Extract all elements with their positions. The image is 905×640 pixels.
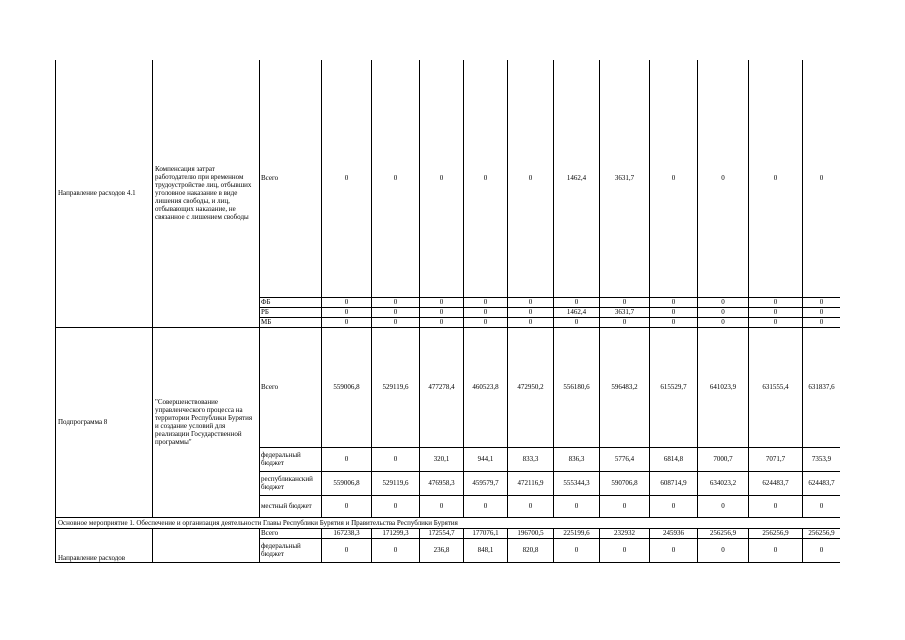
value-cell: 0 xyxy=(420,60,464,297)
budget-table xyxy=(55,60,840,563)
value-cell: 3631,7 xyxy=(600,307,650,317)
value-cell: 0 xyxy=(698,317,749,327)
value-cell: 836,3 xyxy=(554,447,600,471)
value-cell: 833,3 xyxy=(508,447,554,471)
value-cell: 3631,7 xyxy=(600,60,650,297)
value-cell: 0 xyxy=(749,297,803,307)
funding-source: республиканский бюджет xyxy=(260,471,322,495)
value-cell: 0 xyxy=(508,495,554,517)
value-cell: 0 xyxy=(322,60,372,297)
value-cell: 0 xyxy=(698,307,749,317)
value-cell: 624483,7 xyxy=(803,471,841,495)
value-cell: 0 xyxy=(650,60,698,297)
value-cell: 0 xyxy=(372,447,420,471)
row-group-description: "Совершенствование управленческого процесса на территории Республики Бурятия и создание условий для реализации Государственной программы" xyxy=(153,327,260,517)
value-cell: 0 xyxy=(554,538,600,562)
value-cell: 0 xyxy=(420,297,464,307)
value-cell: 1462,4 xyxy=(554,307,600,317)
value-cell: 0 xyxy=(600,495,650,517)
value-cell: 320,1 xyxy=(420,447,464,471)
value-cell: 6814,8 xyxy=(650,447,698,471)
value-cell: 0 xyxy=(600,297,650,307)
value-cell: 0 xyxy=(464,307,508,317)
value-cell: 7071,7 xyxy=(749,447,803,471)
funding-source: РБ xyxy=(260,307,322,317)
value-cell: 0 xyxy=(749,307,803,317)
table-row xyxy=(56,60,841,297)
value-cell: 0 xyxy=(554,297,600,307)
value-cell: 590706,8 xyxy=(600,471,650,495)
value-cell: 0 xyxy=(698,60,749,297)
value-cell: 634023,2 xyxy=(698,471,749,495)
value-cell: 0 xyxy=(554,317,600,327)
value-cell: 0 xyxy=(749,538,803,562)
value-cell: 556180,6 xyxy=(554,327,600,447)
value-cell: 0 xyxy=(749,60,803,297)
value-cell: 0 xyxy=(650,317,698,327)
value-cell: 559006,8 xyxy=(322,471,372,495)
value-cell: 236,8 xyxy=(420,538,464,562)
value-cell: 459579,7 xyxy=(464,471,508,495)
value-cell: 0 xyxy=(372,495,420,517)
value-cell: 555344,3 xyxy=(554,471,600,495)
table-row xyxy=(56,327,841,447)
value-cell: 608714,9 xyxy=(650,471,698,495)
value-cell: 0 xyxy=(508,317,554,327)
value-cell: 631837,6 xyxy=(803,327,841,447)
value-cell: 0 xyxy=(749,495,803,517)
funding-source: местный бюджет xyxy=(260,495,322,517)
value-cell: 0 xyxy=(322,307,372,317)
value-cell: 0 xyxy=(372,317,420,327)
value-cell: 0 xyxy=(464,60,508,297)
value-cell: 0 xyxy=(420,495,464,517)
value-cell: 0 xyxy=(803,307,841,317)
value-cell: 0 xyxy=(650,307,698,317)
value-cell: 477278,4 xyxy=(420,327,464,447)
value-cell: 0 xyxy=(420,317,464,327)
value-cell: 0 xyxy=(322,538,372,562)
value-cell: 196700,5 xyxy=(508,528,554,538)
funding-source: Всего xyxy=(260,60,322,297)
funding-source: Всего xyxy=(260,528,322,538)
funding-source: федеральный бюджет xyxy=(260,538,322,562)
value-cell: 0 xyxy=(508,307,554,317)
row-group-description xyxy=(153,528,260,562)
budget-table-sheet xyxy=(55,60,840,568)
value-cell: 245936 xyxy=(650,528,698,538)
value-cell: 0 xyxy=(650,495,698,517)
value-cell: 0 xyxy=(600,317,650,327)
value-cell: 0 xyxy=(508,297,554,307)
value-cell: 7000,7 xyxy=(698,447,749,471)
value-cell: 0 xyxy=(698,495,749,517)
value-cell: 5776,4 xyxy=(600,447,650,471)
value-cell: 0 xyxy=(803,317,841,327)
value-cell: 0 xyxy=(600,538,650,562)
value-cell: 167238,3 xyxy=(322,528,372,538)
value-cell: 0 xyxy=(464,317,508,327)
value-cell: 476958,3 xyxy=(420,471,464,495)
value-cell: 0 xyxy=(372,297,420,307)
value-cell: 472116,9 xyxy=(508,471,554,495)
value-cell: 0 xyxy=(803,495,841,517)
value-cell: 472950,2 xyxy=(508,327,554,447)
row-group-name: Направление расходов xyxy=(56,528,153,562)
funding-source: федеральный бюджет xyxy=(260,447,322,471)
funding-source: МБ xyxy=(260,317,322,327)
value-cell: 460523,8 xyxy=(464,327,508,447)
value-cell: 0 xyxy=(650,538,698,562)
value-cell: 256256,9 xyxy=(803,528,841,538)
value-cell: 0 xyxy=(322,495,372,517)
value-cell: 624483,7 xyxy=(749,471,803,495)
value-cell: 232932 xyxy=(600,528,650,538)
value-cell: 0 xyxy=(464,495,508,517)
value-cell: 256256,9 xyxy=(749,528,803,538)
value-cell: 0 xyxy=(650,297,698,307)
value-cell: 529119,6 xyxy=(372,327,420,447)
value-cell: 559006,8 xyxy=(322,327,372,447)
value-cell: 7353,9 xyxy=(803,447,841,471)
value-cell: 0 xyxy=(420,307,464,317)
value-cell: 0 xyxy=(698,538,749,562)
value-cell: 0 xyxy=(372,60,420,297)
table-row xyxy=(56,528,841,538)
value-cell: 0 xyxy=(803,60,841,297)
value-cell: 0 xyxy=(749,317,803,327)
value-cell: 615529,7 xyxy=(650,327,698,447)
value-cell: 820,8 xyxy=(508,538,554,562)
value-cell: 0 xyxy=(372,538,420,562)
funding-source: ФБ xyxy=(260,297,322,307)
value-cell: 0 xyxy=(322,297,372,307)
value-cell: 0 xyxy=(803,538,841,562)
value-cell: 172554,7 xyxy=(420,528,464,538)
value-cell: 848,1 xyxy=(464,538,508,562)
value-cell: 0 xyxy=(372,307,420,317)
section-title: Основное мероприятие 1. Обеспечение и организация деятельности Главы Республики Бурятия и Правительства Республики Бурятия xyxy=(56,517,841,528)
value-cell: 256256,9 xyxy=(698,528,749,538)
row-group-description: Компенсация затрат работодателю при временном трудоустройстве лиц, отбывших уголовное наказание в виде лишения свободы, и лиц, отбывающих наказание, не связанное с лишением свободы xyxy=(153,60,260,327)
value-cell: 0 xyxy=(803,297,841,307)
value-cell: 225199,6 xyxy=(554,528,600,538)
funding-source: Всего xyxy=(260,327,322,447)
value-cell: 631555,4 xyxy=(749,327,803,447)
row-group-name: Подпрограмма 8 xyxy=(56,327,153,517)
row-group-name: Направление расходов 4.1 xyxy=(56,60,153,327)
value-cell: 0 xyxy=(322,447,372,471)
value-cell: 0 xyxy=(698,297,749,307)
value-cell: 177076,1 xyxy=(464,528,508,538)
value-cell: 0 xyxy=(322,317,372,327)
value-cell: 1462,4 xyxy=(554,60,600,297)
value-cell: 944,1 xyxy=(464,447,508,471)
value-cell: 0 xyxy=(464,297,508,307)
value-cell: 529119,6 xyxy=(372,471,420,495)
value-cell: 0 xyxy=(554,495,600,517)
value-cell: 0 xyxy=(508,60,554,297)
value-cell: 641023,9 xyxy=(698,327,749,447)
value-cell: 596483,2 xyxy=(600,327,650,447)
value-cell: 171299,3 xyxy=(372,528,420,538)
section-header-row xyxy=(56,517,841,528)
